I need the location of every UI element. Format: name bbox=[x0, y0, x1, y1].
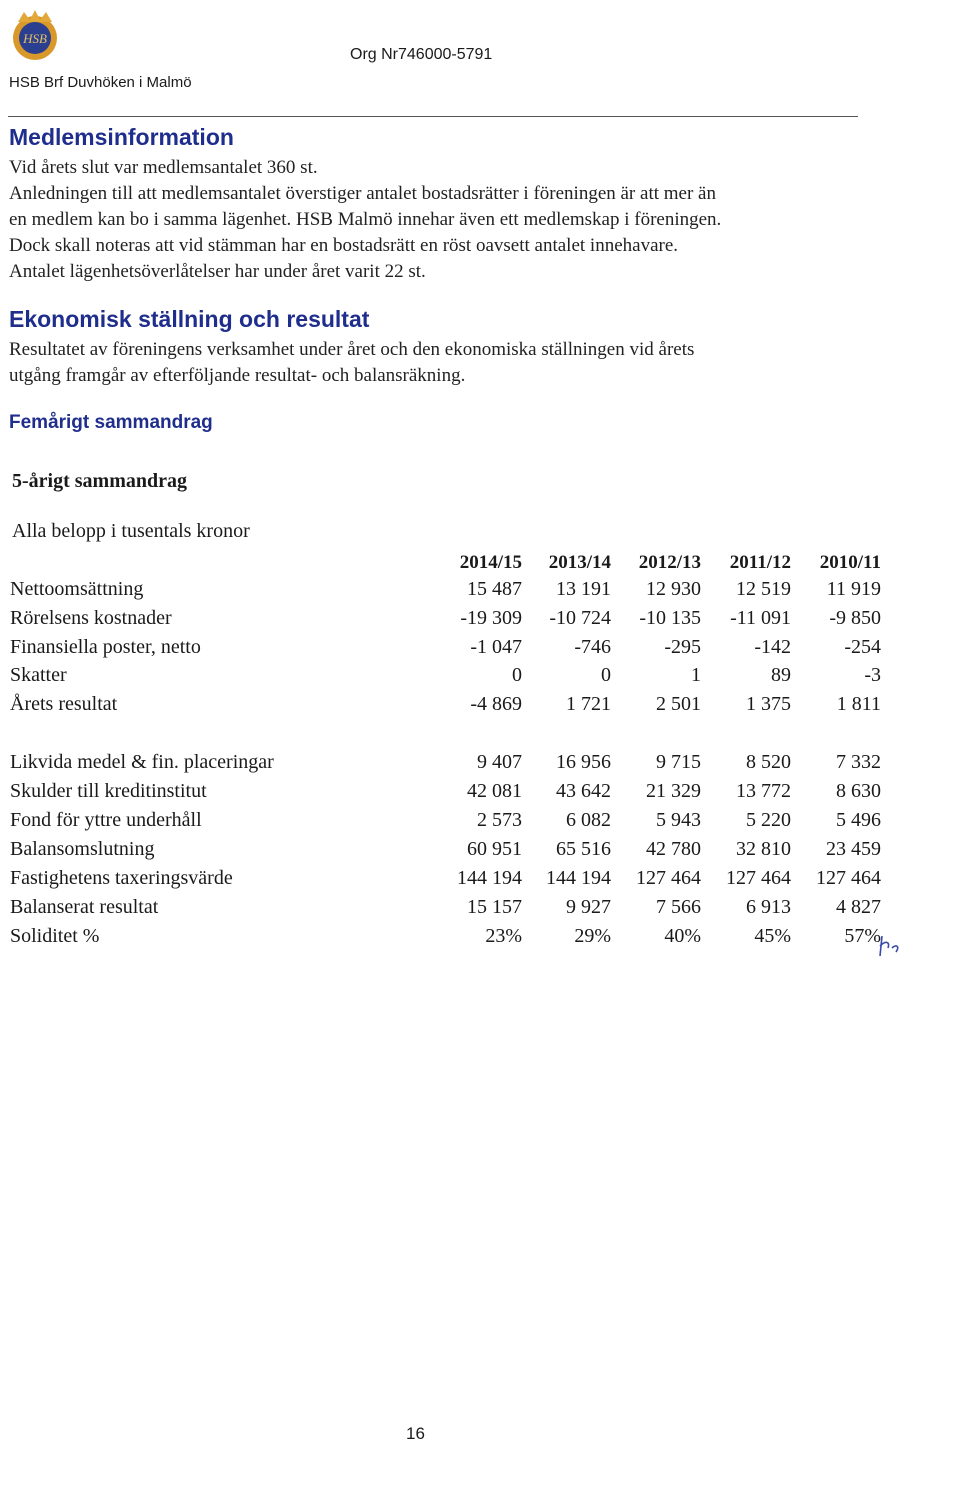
row-label: Skatter bbox=[10, 664, 67, 686]
row-value: 144 194 bbox=[457, 867, 522, 889]
org-name: HSB Brf Duvhöken i Malmö bbox=[9, 74, 192, 91]
row-value: 11 919 bbox=[826, 578, 881, 600]
row-value: 7 566 bbox=[656, 896, 701, 918]
row-value: 9 715 bbox=[656, 751, 701, 773]
row-value: 32 810 bbox=[736, 838, 791, 860]
row-value: 40% bbox=[664, 925, 701, 947]
table-header-years bbox=[0, 552, 960, 578]
table-row bbox=[0, 607, 960, 635]
row-value: -254 bbox=[844, 636, 881, 658]
row-value: 1 721 bbox=[566, 693, 611, 715]
row-value: 29% bbox=[574, 925, 611, 947]
row-value: 57% bbox=[844, 925, 881, 947]
header-divider bbox=[8, 116, 858, 117]
row-value: -1 047 bbox=[470, 636, 522, 658]
row-value: 4 827 bbox=[836, 896, 881, 918]
row-value: 21 329 bbox=[646, 780, 701, 802]
table-row bbox=[0, 636, 960, 664]
row-value: 127 464 bbox=[636, 867, 701, 889]
row-value: -295 bbox=[664, 636, 701, 658]
row-value: 2 501 bbox=[656, 693, 701, 715]
row-value: 9 927 bbox=[566, 896, 611, 918]
row-label: Fond för yttre underhåll bbox=[10, 809, 202, 831]
table-row bbox=[0, 693, 960, 721]
row-value: -10 724 bbox=[549, 607, 611, 629]
table-row bbox=[0, 780, 960, 808]
table-row bbox=[0, 838, 960, 866]
table-row bbox=[0, 578, 960, 606]
row-value: 65 516 bbox=[556, 838, 611, 860]
row-value: 127 464 bbox=[726, 867, 791, 889]
row-value: 15 487 bbox=[467, 578, 522, 600]
subsection-title-femarigt-sammandrag: Femårigt sammandrag bbox=[9, 412, 213, 433]
year-header: 2010/11 bbox=[819, 552, 881, 573]
page-number: 16 bbox=[406, 1424, 425, 1443]
row-value: 1 811 bbox=[836, 693, 881, 715]
table-row bbox=[0, 809, 960, 837]
text-line: Vid årets slut var medlemsantalet 360 st. bbox=[9, 157, 318, 178]
table-row bbox=[0, 751, 960, 779]
medlemsinformation-text bbox=[9, 155, 859, 285]
year-header: 2014/15 bbox=[459, 552, 522, 573]
row-value: 23 459 bbox=[826, 838, 881, 860]
row-value: 60 951 bbox=[467, 838, 522, 860]
handwritten-initials bbox=[876, 930, 904, 960]
row-value: 43 642 bbox=[556, 780, 611, 802]
row-label: Årets resultat bbox=[10, 693, 118, 715]
year-header: 2012/13 bbox=[638, 552, 701, 573]
row-value: 12 930 bbox=[646, 578, 701, 600]
row-label: Fastighetens taxeringsvärde bbox=[10, 867, 233, 889]
row-label: Rörelsens kostnader bbox=[10, 607, 172, 629]
row-label: Nettoomsättning bbox=[10, 578, 144, 600]
summary-units-note: Alla belopp i tusentals kronor bbox=[12, 520, 250, 542]
row-value: 5 943 bbox=[656, 809, 701, 831]
table-row bbox=[0, 896, 960, 924]
row-value: -9 850 bbox=[829, 607, 881, 629]
row-value: 5 496 bbox=[836, 809, 881, 831]
row-value: 127 464 bbox=[816, 867, 881, 889]
row-value: 6 913 bbox=[746, 896, 791, 918]
row-value: 13 191 bbox=[556, 578, 611, 600]
logo-text: HSB bbox=[23, 31, 47, 46]
year-header: 2011/12 bbox=[729, 552, 791, 573]
row-value: -11 091 bbox=[730, 607, 791, 629]
row-value: 1 375 bbox=[746, 693, 791, 715]
row-value: 45% bbox=[754, 925, 791, 947]
text-line: Dock skall noteras att vid stämman har en bostadsrätt en röst oavsett antalet innehavare. bbox=[9, 235, 679, 256]
row-label: Soliditet % bbox=[10, 925, 100, 947]
year-header: 2013/14 bbox=[548, 552, 611, 573]
row-value: -19 309 bbox=[460, 607, 522, 629]
text-line: en medlem kan bo i samma lägenhet. HSB Malmö innehar även ett medlemskap i föreningen. bbox=[9, 209, 722, 230]
row-value: 13 772 bbox=[736, 780, 791, 802]
row-value: 12 519 bbox=[736, 578, 791, 600]
section-title-medlemsinformation: Medlemsinformation bbox=[9, 124, 234, 150]
row-label: Finansiella poster, netto bbox=[10, 636, 201, 658]
text-line: Antalet lägenhetsöverlåtelser har under året varit 22 st. bbox=[9, 261, 426, 282]
ekonomisk-stallning-text bbox=[9, 337, 829, 389]
row-value: -10 135 bbox=[639, 607, 701, 629]
summary-title: 5-årigt sammandrag bbox=[12, 470, 187, 492]
hsb-logo bbox=[8, 8, 62, 62]
row-value: 8 630 bbox=[836, 780, 881, 802]
row-value: 42 780 bbox=[646, 838, 701, 860]
row-value: 0 bbox=[512, 664, 522, 686]
row-value: 5 220 bbox=[746, 809, 791, 831]
row-label: Likvida medel & fin. placeringar bbox=[10, 751, 274, 773]
row-value: -746 bbox=[574, 636, 611, 658]
row-value: 15 157 bbox=[467, 896, 522, 918]
table-row bbox=[0, 664, 960, 692]
row-value: 23% bbox=[485, 925, 522, 947]
row-value: -142 bbox=[754, 636, 791, 658]
row-value: 6 082 bbox=[566, 809, 611, 831]
row-label: Balansomslutning bbox=[10, 838, 155, 860]
row-value: -3 bbox=[864, 664, 881, 686]
row-value: 144 194 bbox=[546, 867, 611, 889]
text-line: utgång framgår av efterföljande resultat- och balansräkning. bbox=[9, 365, 466, 386]
table-row bbox=[0, 925, 960, 953]
table-row bbox=[0, 867, 960, 895]
row-label: Skulder till kreditinstitut bbox=[10, 780, 207, 802]
row-value: 42 081 bbox=[467, 780, 522, 802]
row-value: 8 520 bbox=[746, 751, 791, 773]
row-value: 9 407 bbox=[477, 751, 522, 773]
row-value: -4 869 bbox=[470, 693, 522, 715]
row-value: 7 332 bbox=[836, 751, 881, 773]
text-line: Anledningen till att medlemsantalet överstiger antalet bostadsrätter i föreningen är att mer än bbox=[9, 183, 716, 204]
row-value: 2 573 bbox=[477, 809, 522, 831]
row-value: 16 956 bbox=[556, 751, 611, 773]
section-title-ekonomisk-stallning: Ekonomisk ställning och resultat bbox=[9, 306, 370, 332]
org-number: Org Nr746000-5791 bbox=[350, 46, 493, 63]
row-label: Balanserat resultat bbox=[10, 896, 159, 918]
row-value: 0 bbox=[601, 664, 611, 686]
row-value: 89 bbox=[771, 664, 791, 686]
row-value: 1 bbox=[691, 664, 701, 686]
text-line: Resultatet av föreningens verksamhet under året och den ekonomiska ställningen vid årets bbox=[9, 339, 695, 360]
